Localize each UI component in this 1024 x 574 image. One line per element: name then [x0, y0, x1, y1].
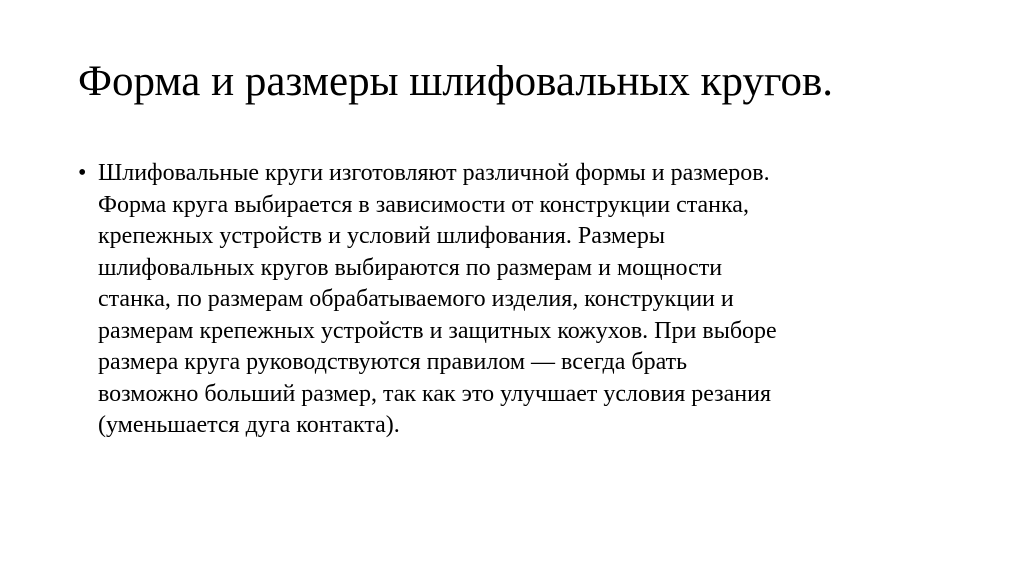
bullet-text-line: размерам крепежных устройств и защитных кожухов. При выборе — [98, 317, 777, 344]
bullet-text — [98, 158, 777, 442]
bullet-text-line: Шлифовальные круги изготовляют различной формы и размеров. — [98, 160, 770, 186]
bullet-list — [78, 158, 938, 442]
bullet-text-line: шлифовальных кругов выбираются по размерам и мощности — [98, 254, 723, 281]
bullet-text-line: Форма круга выбирается в зависимости от конструкции станка, — [98, 191, 749, 218]
bullet-text-line: возможно больший размер, так как это улучшает условия резания — [98, 380, 772, 407]
slide-title: Форма и размеры шлифовальных кругов. — [78, 58, 834, 105]
bullet-marker: • — [78, 160, 87, 186]
bullet-text-line: крепежных устройств и условий шлифования. Размеры — [98, 223, 665, 249]
bullet-text-line: размера круга руководствуются правилом — всегда брать — [98, 349, 688, 375]
bullet-item — [78, 158, 938, 442]
bullet-text-line: станка, по размерам обрабатываемого изделия, конструкции и — [98, 286, 734, 312]
bullet-text-line: (уменьшается дуга контакта). — [98, 412, 400, 438]
